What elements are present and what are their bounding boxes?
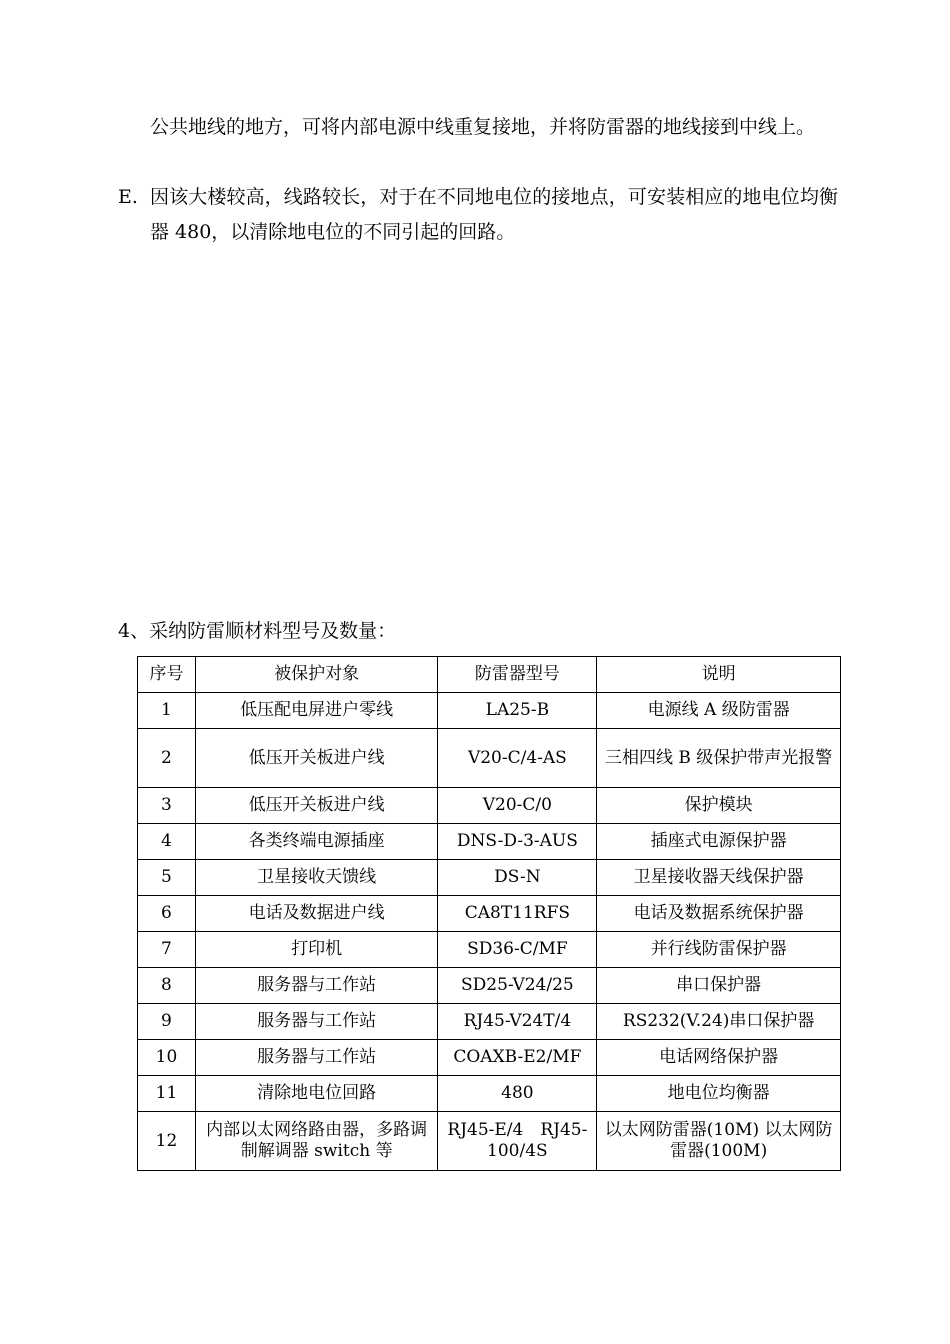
materials-table bbox=[137, 656, 841, 1171]
cell-model: SD25-V24/25 bbox=[438, 968, 597, 1004]
cell-protected-object: 服务器与工作站 bbox=[195, 968, 438, 1004]
cell-description: 电话网络保护器 bbox=[597, 1040, 841, 1076]
cell-protected-object: 清除地电位回路 bbox=[195, 1076, 438, 1112]
cell-description: 以太网防雷器(10M) 以太网防雷器(100M) bbox=[597, 1112, 841, 1171]
cell-model: COAXB-E2/MF bbox=[438, 1040, 597, 1076]
list-item-e-marker: E. bbox=[118, 186, 138, 208]
cell-protected-object: 打印机 bbox=[195, 932, 438, 968]
list-item-e-text: 因该大楼较高，线路较长，对于在不同地电位的接地点，可安装相应的地电位均衡器 480，以清除地电位的不同引起的回路。 bbox=[150, 186, 838, 243]
cell-protected-object: 服务器与工作站 bbox=[195, 1040, 438, 1076]
cell-description: RS232(V.24)串口保护器 bbox=[597, 1004, 841, 1040]
cell-model: V20-C/0 bbox=[438, 788, 597, 824]
cell-model: DNS-D-3-AUS bbox=[438, 824, 597, 860]
cell-index: 2 bbox=[138, 729, 196, 788]
table-row bbox=[138, 824, 841, 860]
cell-index: 9 bbox=[138, 1004, 196, 1040]
table-header-row bbox=[138, 657, 841, 693]
cell-description: 电源线 A 级防雷器 bbox=[597, 693, 841, 729]
cell-model: DS-N bbox=[438, 860, 597, 896]
header-model: 防雷器型号 bbox=[438, 657, 597, 693]
header-index: 序号 bbox=[138, 657, 196, 693]
paragraph-continuation bbox=[118, 110, 838, 145]
cell-index: 6 bbox=[138, 896, 196, 932]
table-row bbox=[138, 896, 841, 932]
header-protected-object: 被保护对象 bbox=[195, 657, 438, 693]
table-row bbox=[138, 788, 841, 824]
cell-protected-object: 低压开关板进户线 bbox=[195, 729, 438, 788]
cell-index: 10 bbox=[138, 1040, 196, 1076]
cell-protected-object: 低压开关板进户线 bbox=[195, 788, 438, 824]
cell-model: RJ45-E/4 RJ45-100/4S bbox=[438, 1112, 597, 1171]
cell-description: 并行线防雷保护器 bbox=[597, 932, 841, 968]
cell-index: 5 bbox=[138, 860, 196, 896]
cell-protected-object: 内部以太网络路由器，多路调制解调器 switch 等 bbox=[195, 1112, 438, 1171]
list-item-e bbox=[118, 180, 838, 250]
cell-index: 8 bbox=[138, 968, 196, 1004]
cell-description: 卫星接收器天线保护器 bbox=[597, 860, 841, 896]
cell-description: 电话及数据系统保护器 bbox=[597, 896, 841, 932]
cell-description: 三相四线 B 级保护带声光报警 bbox=[597, 729, 841, 788]
cell-protected-object: 服务器与工作站 bbox=[195, 1004, 438, 1040]
cell-index: 4 bbox=[138, 824, 196, 860]
cell-model: SD36-C/MF bbox=[438, 932, 597, 968]
cell-description: 串口保护器 bbox=[597, 968, 841, 1004]
cell-index: 12 bbox=[138, 1112, 196, 1171]
cell-model: V20-C/4-AS bbox=[438, 729, 597, 788]
cell-protected-object: 电话及数据进户线 bbox=[195, 896, 438, 932]
paragraph-continuation-text: 公共地线的地方，可将内部电源中线重复接地，并将防雷器的地线接到中线上。 bbox=[150, 116, 816, 138]
table-row bbox=[138, 1076, 841, 1112]
table-row bbox=[138, 932, 841, 968]
header-description: 说明 bbox=[597, 657, 841, 693]
table-row bbox=[138, 1112, 841, 1171]
cell-index: 11 bbox=[138, 1076, 196, 1112]
cell-model: LA25-B bbox=[438, 693, 597, 729]
table-row bbox=[138, 860, 841, 896]
table-row bbox=[138, 1040, 841, 1076]
section-heading: 4、采纳防雷顺材料型号及数量： bbox=[118, 620, 397, 642]
cell-protected-object: 低压配电屏进户零线 bbox=[195, 693, 438, 729]
cell-model: RJ45-V24T/4 bbox=[438, 1004, 597, 1040]
cell-description: 保护模块 bbox=[597, 788, 841, 824]
cell-index: 3 bbox=[138, 788, 196, 824]
cell-model: CA8T11RFS bbox=[438, 896, 597, 932]
cell-index: 7 bbox=[138, 932, 196, 968]
cell-protected-object: 各类终端电源插座 bbox=[195, 824, 438, 860]
table-row bbox=[138, 729, 841, 788]
table-row bbox=[138, 1004, 841, 1040]
cell-protected-object: 卫星接收天馈线 bbox=[195, 860, 438, 896]
cell-description: 插座式电源保护器 bbox=[597, 824, 841, 860]
cell-model: 480 bbox=[438, 1076, 597, 1112]
table-row bbox=[138, 693, 841, 729]
table-row bbox=[138, 968, 841, 1004]
cell-index: 1 bbox=[138, 693, 196, 729]
cell-description: 地电位均衡器 bbox=[597, 1076, 841, 1112]
